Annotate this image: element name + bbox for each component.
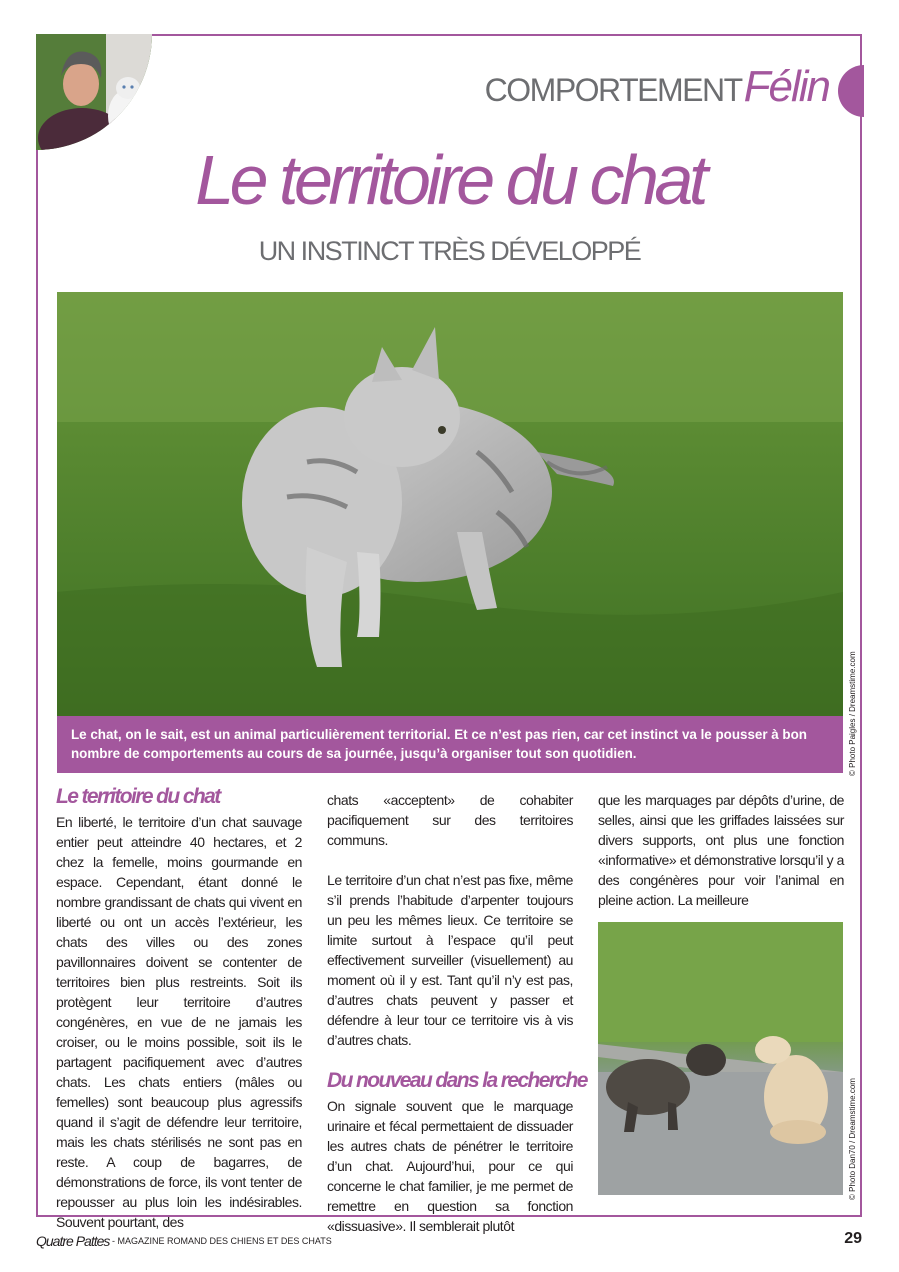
column-2-paragraph-1: chats «acceptent» de cohabiter pacifiquement sur des territoires communs. <box>327 792 573 848</box>
section-heading-research: Du nouveau dans la recherche <box>327 1069 587 1092</box>
article-subtitle: UN INSTINCT TRÈS DÉVELOPPÉ <box>258 236 641 266</box>
section-tab-marker <box>838 65 890 117</box>
side-photo-credit: © Photo Dan70 / Dreamstime.com <box>848 1078 857 1200</box>
hero-caption: Le chat, on le sait, est un animal particulièrement territorial. Et ce n’est pas rien, car cet instinct va le pousser à bon nombre de comportements au cours de sa journée, jusqu’à organiser tout son quotidien. <box>57 716 843 773</box>
article-column-2 <box>327 784 587 1236</box>
rubric-label: COMPORTEMENT <box>484 72 742 108</box>
section-heading-territory: Le territoire du chat <box>56 785 220 808</box>
cats-confrontation-photo <box>598 922 843 1195</box>
page-number: 29 <box>844 1230 862 1247</box>
article-column-3 <box>598 790 844 910</box>
hero-photo-credit: © Photo Paigles / Dreamstime.com <box>848 651 857 776</box>
page-footer <box>36 1230 862 1253</box>
article-column-1 <box>56 784 302 1232</box>
magazine-tagline: - MAGAZINE ROMAND DES CHIENS ET DES CHATS <box>112 1236 332 1246</box>
column-2-paragraph-3: On signale souvent que le marquage urinaire et fécal permettaient de dissuader les autres chats de pénétrer le territoire d’un chat. Aujourd’hui, pour ce qui concerne le chat familier, je me permet de remettre en question sa fonction «dissuasive». Il semblerait plutôt <box>327 1098 573 1234</box>
column-1-paragraph: En liberté, le territoire d’un chat sauvage entier peut atteindre 40 hectares, et 2 chez la femelle, moins gourmande en espace. Cependant, étant donné le nombre grandissant de chats qui vivent en liberté ou ont un accès l’extérieur, les chats des villes ou des zones pavillonnaires doivent se contenter de territoires bien plus restreints. Soit ils protègent leur territoire d’autres congénères, en vue de ne jamais les croiser, ou le moins possible, soit ils le partagent pacifiquement avec d’autres chats. Les chats entiers (mâles ou femelles) sont beaucoup plus agressifs quand il s’agit de défendre leur territoire, mais les chats stérilisés ne sont pas en reste. A coup de bagarres, de démonstrations de force, ils vont tenter de repousser au plus loin les indésirables. Souvent pourtant, des <box>56 814 302 1230</box>
column-2-paragraph-2: Le territoire d’un chat n’est pas fixe, même s’il prends l’habitude d’arpenter toujours un peu les mêmes lieux. Ce territoire se limite surtout à l’espace qu’il peut effectivement surveiller (visuellement) au moment où il y est. Tant qu’il n’y est pas, d’autres chats peuvent y passer et défendre à leur tour ce territoire vis à vis d’autres chats. <box>327 872 573 1048</box>
article-title: Le territoire du chat <box>195 141 704 219</box>
magazine-brand: Quatre Pattes <box>36 1233 110 1249</box>
section-rubric <box>485 62 829 118</box>
rubric-accent: Félin <box>743 62 829 111</box>
hero-photo <box>57 292 843 716</box>
column-3-paragraph: que les marquages par dépôts d’urine, de selles, ainsi que les griffades laissées sur divers supports, ont plus une fonction «informative» et démonstrative lorsqu’il y a des congénères pour voir l’animal en pleine action. La meilleure <box>598 792 844 908</box>
